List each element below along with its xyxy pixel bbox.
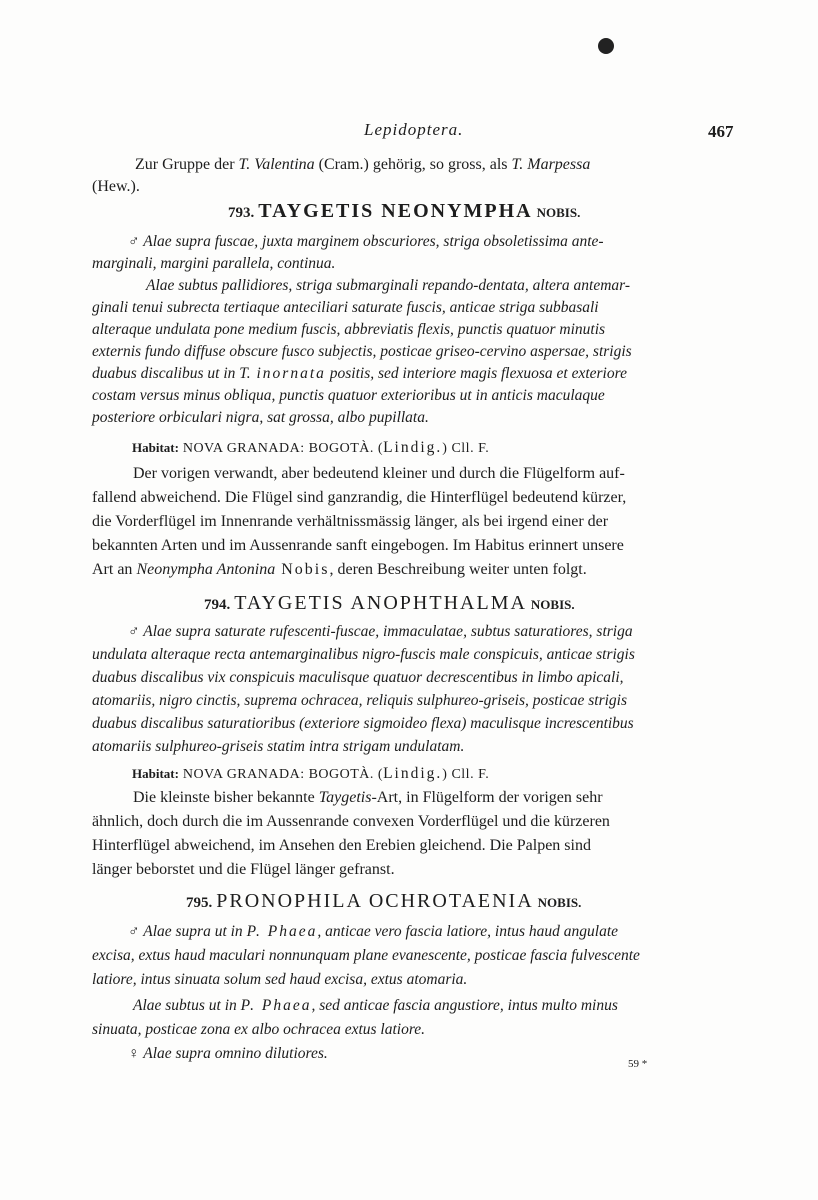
german-793-line: bekannten Arten und im Aussenrande sanft eingebogen. Im Habitus erinnert unsere: [92, 537, 624, 554]
latin-795-line: ♀ Alae supra omnino dilutiores.: [128, 1045, 328, 1062]
latin-793-line: duabus discalibus ut in T. inornata positis, sed interiore magis flexuosa et exteriore: [92, 365, 627, 382]
species-heading-794: 794. TAYGETIS ANOPHTHALMA NOBIS.: [204, 592, 575, 614]
species-heading-793: 793. TAYGETIS NEONYMPHA NOBIS.: [228, 200, 581, 222]
latin-793-line: externis fundo diffuse obscure fusco subjectis, posticae griseo-cervino aspersae, strigis: [92, 343, 632, 360]
latin-795-line: ♂ Alae supra ut in P. Phaea, anticae vero fascia latiore, intus haud angulate: [128, 923, 619, 940]
german-793-line: Der vorigen verwandt, aber bedeutend kleiner und durch die Flügelform auf-: [133, 465, 625, 482]
intro-line-2: (Hew.).: [92, 178, 140, 195]
latin-794-line: ♂ Alae supra saturate rufescenti-fuscae, immaculatae, subtus saturatiores, striga: [128, 623, 633, 640]
latin-795-line: latiore, intus sinuata solum sed haud excisa, extus atomaria.: [92, 971, 468, 988]
species-heading-795: 795. PRONOPHILA OCHROTAENIA NOBIS.: [186, 890, 582, 912]
german-793-line: die Vorderflügel im Innenrande verhältnissmässig länger, als bei irgend einer der: [92, 513, 609, 530]
intro-line-1: Zur Gruppe der T. Valentina (Cram.) gehörig, so gross, als T. Marpessa: [135, 156, 591, 173]
german-793-line: Art an Neonympha Antonina Nobis, deren Beschreibung weiter unten folgt.: [92, 561, 587, 578]
latin-794-line: duabus discalibus vix conspicuis maculisque quatuor decrescentibus in limbo apicali,: [92, 669, 624, 686]
running-title: Lepidoptera.: [364, 120, 464, 139]
latin-793-line: Alae subtus pallidiores, striga submarginali repando-dentata, altera antemar-: [146, 277, 631, 294]
latin-794-line: atomariis, nigro cinctis, suprema ochracea, reliquis sulphureo-griseis, posticae strigis: [92, 692, 628, 709]
latin-794-line: atomariis sulphureo-griseis statim intra strigam undulatam.: [92, 738, 465, 755]
latin-795-line: Alae subtus ut in P. Phaea, sed anticae fascia angustiore, intus multo minus: [133, 997, 618, 1014]
latin-795-line: excisa, extus haud maculari nonnunquam plane evanescente, posticae fascia fulvescente: [92, 947, 640, 964]
page-number: 467: [708, 122, 734, 141]
latin-793-line: alteraque undulata pone medium fuscis, abbreviatis flexis, punctis quatuor minutis: [92, 321, 606, 338]
habitat-793: Habitat: NOVA GRANADA: BOGOTÀ. (Lindig.) Cll. F.: [132, 439, 490, 456]
latin-793-line: posteriore orbiculari nigra, sat grossa, albo pupillata.: [92, 409, 429, 426]
latin-793-line: ginali tenui subrecta tertiaque anteciliari saturate fuscis, anticae striga subbasali: [92, 299, 599, 316]
latin-793-line: ♂ Alae supra fuscae, juxta marginem obscuriores, striga obsoletissima ante-: [128, 233, 604, 250]
latin-793-line: costam versus minus obliqua, punctis quatuor exterioribus ut in anticis maculaque: [92, 387, 605, 404]
signature-mark: 59 *: [628, 1058, 648, 1070]
german-793-line: fallend abweichend. Die Flügel sind ganzrandig, die Hinterflügel bedeutend kürzer,: [92, 489, 627, 506]
german-794-line: Die kleinste bisher bekannte Taygetis-Art, in Flügelform der vorigen sehr: [133, 789, 603, 806]
german-794-line: Hinterflügel abweichend, im Ansehen den Erebien gleichend. Die Palpen sind: [92, 837, 591, 854]
latin-793-line: marginali, margini parallela, continua.: [92, 255, 336, 272]
habitat-794: Habitat: NOVA GRANADA: BOGOTÀ. (Lindig.) Cll. F.: [132, 765, 490, 782]
latin-794-line: undulata alteraque recta antemarginalibus nigro-fuscis male conspicuis, anticae strigis: [92, 646, 635, 663]
latin-794-line: duabus discalibus saturatioribus (exteriore sigmoideo flexa) maculisque increscentibus: [92, 715, 634, 732]
ink-spot: [598, 38, 614, 54]
latin-795-line: sinuata, posticae zona ex albo ochracea extus latiore.: [92, 1021, 426, 1038]
german-794-line: ähnlich, doch durch die im Aussenrande convexen Vorderflügel und die kürzeren: [92, 813, 610, 830]
german-794-line: länger beborstet und die Flügel länger gefranst.: [92, 861, 395, 878]
